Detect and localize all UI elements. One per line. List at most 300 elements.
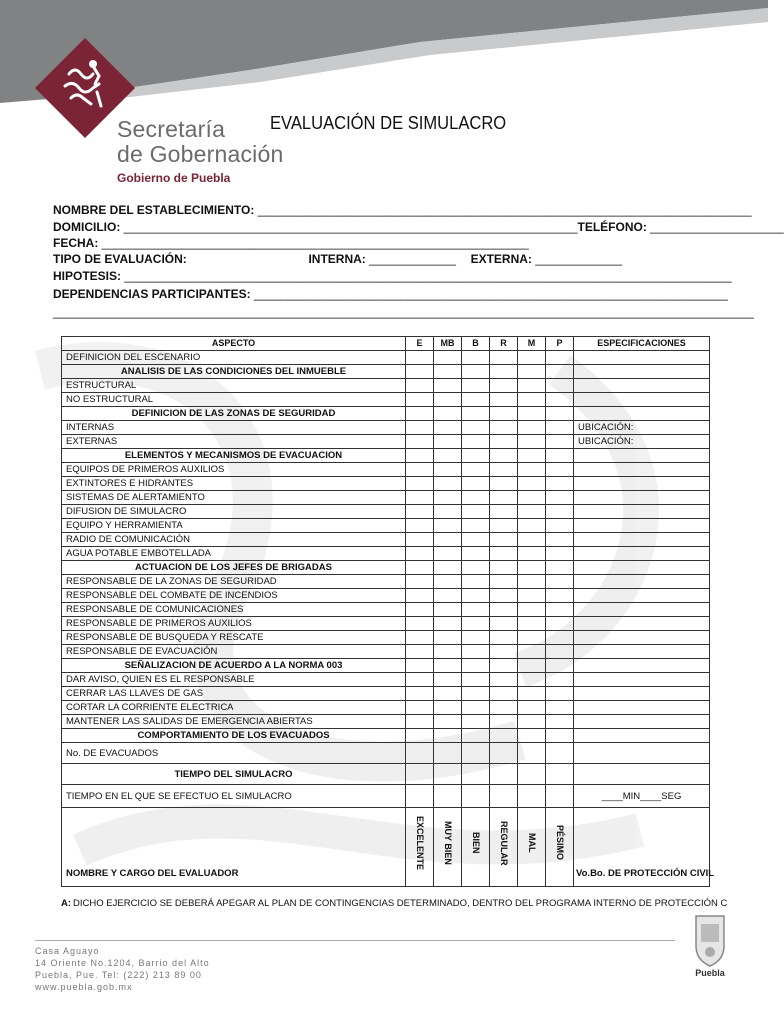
rating-cell[interactable] xyxy=(406,365,434,379)
rating-cell[interactable] xyxy=(546,589,574,603)
rating-row xyxy=(62,808,710,887)
spec-cell[interactable] xyxy=(574,365,710,379)
rating-cell[interactable] xyxy=(490,449,518,463)
rating-cell[interactable] xyxy=(546,575,574,589)
aspect-cell: CERRAR LAS LLAVES DE GAS xyxy=(62,687,406,701)
rating-cell[interactable] xyxy=(490,631,518,645)
spec-cell[interactable] xyxy=(574,743,710,764)
spec-cell[interactable] xyxy=(574,505,710,519)
rating-cell[interactable] xyxy=(546,477,574,491)
hypothesis-field[interactable]: HIPOTESIS: ___________________________________________________________________________________________ xyxy=(53,269,732,283)
rating-cell[interactable] xyxy=(434,575,462,589)
rating-cell[interactable] xyxy=(490,645,518,659)
rating-cell[interactable] xyxy=(406,617,434,631)
rating-cell[interactable] xyxy=(518,764,546,785)
spec-cell[interactable] xyxy=(574,351,710,365)
rating-cell[interactable] xyxy=(406,659,434,673)
rating-cell[interactable] xyxy=(490,603,518,617)
aspect-cell: RESPONSABLE DE LA ZONAS DE SEGURIDAD xyxy=(62,575,406,589)
header-specs: ESPECIFICACIONES xyxy=(574,337,710,351)
spec-cell[interactable] xyxy=(574,589,710,603)
spec-cell[interactable] xyxy=(574,561,710,575)
rating-cell[interactable] xyxy=(462,785,490,808)
rating-cell[interactable] xyxy=(434,645,462,659)
rating-cell[interactable] xyxy=(546,631,574,645)
spec-cell[interactable] xyxy=(574,393,710,407)
rating-cell[interactable] xyxy=(518,687,546,701)
rating-cell[interactable] xyxy=(434,491,462,505)
rating-cell[interactable] xyxy=(462,519,490,533)
internal-label: INTERNA: xyxy=(308,252,366,266)
table-row xyxy=(62,645,710,659)
rating-cell[interactable] xyxy=(434,785,462,808)
rating-cell[interactable] xyxy=(406,715,434,729)
rating-cell[interactable] xyxy=(518,785,546,808)
rating-cell[interactable] xyxy=(490,701,518,715)
rating-cell[interactable] xyxy=(546,533,574,547)
table-row xyxy=(62,701,710,715)
rating-cell[interactable] xyxy=(406,519,434,533)
rating-cell[interactable] xyxy=(490,533,518,547)
rating-cell[interactable] xyxy=(546,743,574,764)
rating-cell[interactable] xyxy=(518,701,546,715)
spec-cell[interactable] xyxy=(574,379,710,393)
rating-cell[interactable] xyxy=(462,505,490,519)
rating-cell[interactable] xyxy=(518,519,546,533)
rating-cell[interactable] xyxy=(546,421,574,435)
rating-cell[interactable] xyxy=(490,785,518,808)
rating-cell[interactable] xyxy=(406,379,434,393)
rating-cell[interactable] xyxy=(490,435,518,449)
establishment-label: NOMBRE DEL ESTABLECIMIENTO: xyxy=(53,203,255,217)
rating-cell[interactable] xyxy=(462,617,490,631)
rating-cell[interactable] xyxy=(462,715,490,729)
rating-cell[interactable] xyxy=(462,659,490,673)
org-name-line2: de Gobernación xyxy=(117,141,284,167)
table-row xyxy=(62,743,710,764)
rating-cell[interactable] xyxy=(546,617,574,631)
rating-cell[interactable] xyxy=(490,407,518,421)
rating-cell[interactable] xyxy=(490,589,518,603)
section-row xyxy=(62,365,710,379)
aspect-cell: No. DE EVACUADOS xyxy=(62,743,406,764)
rating-cell[interactable] xyxy=(406,491,434,505)
rating-cell[interactable] xyxy=(462,764,490,785)
rating-bad: MAL xyxy=(518,808,546,887)
rating-cell[interactable] xyxy=(490,659,518,673)
rating-cell[interactable] xyxy=(434,589,462,603)
table-row xyxy=(62,785,710,808)
spec-cell[interactable] xyxy=(574,449,710,463)
evaluation-table xyxy=(61,336,715,887)
rating-cell[interactable] xyxy=(546,659,574,673)
section-row xyxy=(62,407,710,421)
table-row xyxy=(62,673,710,687)
agencies-field[interactable]: DEPENDENCIAS PARTICIPANTES: _______________________________________________________________________ xyxy=(53,287,728,301)
rating-cell[interactable] xyxy=(490,421,518,435)
page-title: EVALUACIÓN DE SIMULACRO xyxy=(270,113,507,133)
rating-cell[interactable] xyxy=(434,743,462,764)
rating-cell[interactable] xyxy=(546,673,574,687)
rating-cell[interactable] xyxy=(462,533,490,547)
rating-cell[interactable] xyxy=(406,561,434,575)
date-label: FECHA: xyxy=(53,236,99,250)
rating-cell[interactable] xyxy=(406,421,434,435)
aspect-cell: AGUA POTABLE EMBOTELLADA xyxy=(62,547,406,561)
spec-cell[interactable] xyxy=(574,645,710,659)
spec-cell[interactable] xyxy=(574,491,710,505)
rating-cell[interactable] xyxy=(462,449,490,463)
rating-cell[interactable] xyxy=(462,729,490,743)
rating-cell[interactable] xyxy=(406,449,434,463)
rating-cell[interactable] xyxy=(546,463,574,477)
header-aspect: ASPECTO xyxy=(62,337,406,351)
rating-cell[interactable] xyxy=(518,351,546,365)
table-row xyxy=(62,617,710,631)
table-row xyxy=(62,463,710,477)
footer-line2: 14 Oriente No.1204, Barrio del Alto xyxy=(35,958,210,968)
rating-cell[interactable] xyxy=(462,351,490,365)
agencies-label: DEPENDENCIAS PARTICIPANTES: xyxy=(53,287,251,301)
spec-cell[interactable] xyxy=(574,687,710,701)
rating-terrible: PÉSIMO xyxy=(546,808,574,887)
rating-cell[interactable] xyxy=(434,435,462,449)
rating-cell[interactable] xyxy=(462,603,490,617)
eval-type-field[interactable]: TIPO DE EVALUACIÓN: INTERNA: _____________ EXTERNA: _____________ xyxy=(53,252,623,266)
rating-cell[interactable] xyxy=(434,729,462,743)
table-row xyxy=(62,715,710,729)
rating-cell[interactable] xyxy=(546,351,574,365)
rating-cell[interactable] xyxy=(462,589,490,603)
rating-cell[interactable] xyxy=(490,673,518,687)
section-title: ACTUACION DE LOS JEFES DE BRIGADAS xyxy=(62,561,406,575)
table-row xyxy=(62,421,710,435)
rating-cell[interactable] xyxy=(462,547,490,561)
rating-cell[interactable] xyxy=(490,547,518,561)
address-field[interactable]: DOMICILIO: ____________________________________________________________________TELÉFONO: ____________________ xyxy=(53,220,784,234)
rating-cell[interactable] xyxy=(546,785,574,808)
table-row xyxy=(62,687,710,701)
table-row xyxy=(62,491,710,505)
aspect-cell: NO ESTRUCTURAL xyxy=(62,393,406,407)
spec-cell[interactable]: UBICACIÓN: xyxy=(574,435,710,449)
rating-cell[interactable] xyxy=(518,463,546,477)
aspect-cell: RESPONSABLE DE EVACUACIÓN xyxy=(62,645,406,659)
rating-cell[interactable] xyxy=(490,575,518,589)
rating-cell[interactable] xyxy=(406,393,434,407)
table-body xyxy=(62,351,710,808)
footer-divider xyxy=(35,940,675,941)
rating-cell[interactable] xyxy=(490,687,518,701)
rating-cell[interactable] xyxy=(434,659,462,673)
aspect-cell: RADIO DE COMUNICACIÓN xyxy=(62,533,406,547)
rating-cell[interactable] xyxy=(462,365,490,379)
rating-cell[interactable] xyxy=(406,547,434,561)
rating-cell[interactable] xyxy=(462,575,490,589)
rating-cell[interactable] xyxy=(490,379,518,393)
rating-cell[interactable] xyxy=(518,617,546,631)
spec-cell[interactable] xyxy=(574,715,710,729)
rating-cell[interactable] xyxy=(490,463,518,477)
header-mb: MB xyxy=(434,337,462,351)
rating-cell[interactable] xyxy=(518,435,546,449)
rating-cell[interactable] xyxy=(462,477,490,491)
aspect-cell: DAR AVISO, QUIEN ES EL RESPONSABLE xyxy=(62,673,406,687)
section-row xyxy=(62,729,710,743)
rating-cell[interactable] xyxy=(546,715,574,729)
rating-cell[interactable] xyxy=(518,421,546,435)
rating-cell[interactable] xyxy=(518,631,546,645)
spec-cell[interactable] xyxy=(574,701,710,715)
spec-cell[interactable] xyxy=(574,477,710,491)
section-title: TIEMPO DEL SIMULACRO xyxy=(62,764,406,785)
rating-cell[interactable] xyxy=(434,533,462,547)
rating-cell[interactable] xyxy=(406,687,434,701)
rating-cell[interactable] xyxy=(434,561,462,575)
rating-cell[interactable] xyxy=(462,743,490,764)
table-row xyxy=(62,575,710,589)
rating-cell[interactable] xyxy=(490,365,518,379)
rating-cell[interactable] xyxy=(546,603,574,617)
rating-cell[interactable] xyxy=(406,463,434,477)
rating-cell[interactable] xyxy=(490,477,518,491)
aspect-cell: SISTEMAS DE ALERTAMIENTO xyxy=(62,491,406,505)
rating-cell[interactable] xyxy=(406,407,434,421)
rating-cell[interactable] xyxy=(518,743,546,764)
rating-cell[interactable] xyxy=(546,505,574,519)
rating-cell[interactable] xyxy=(546,729,574,743)
rating-cell[interactable] xyxy=(406,631,434,645)
rating-cell[interactable] xyxy=(434,365,462,379)
spec-cell[interactable]: ____MIN____SEG xyxy=(574,785,710,808)
rating-cell[interactable] xyxy=(434,687,462,701)
external-label: EXTERNA: xyxy=(470,252,532,266)
footnote-prefix: A: xyxy=(61,898,72,909)
rating-cell[interactable] xyxy=(546,547,574,561)
rating-cell[interactable] xyxy=(490,561,518,575)
header-p: P xyxy=(546,337,574,351)
aspect-cell: EQUIPO Y HERRAMIENTA xyxy=(62,519,406,533)
rating-cell[interactable] xyxy=(518,393,546,407)
rating-cell[interactable] xyxy=(546,701,574,715)
rating-cell[interactable] xyxy=(462,393,490,407)
rating-cell[interactable] xyxy=(518,589,546,603)
rating-cell[interactable] xyxy=(406,575,434,589)
rating-cell[interactable] xyxy=(490,729,518,743)
aspect-cell: RESPONSABLE DE COMUNICACIONES xyxy=(62,603,406,617)
establishment-field[interactable]: NOMBRE DEL ESTABLECIMIENTO: __________________________________________________________________________ xyxy=(53,203,752,217)
state-seal-icon xyxy=(690,912,730,968)
header-b: B xyxy=(462,337,490,351)
table-row xyxy=(62,547,710,561)
rating-cell[interactable] xyxy=(462,463,490,477)
rating-cell[interactable] xyxy=(434,505,462,519)
rating-cell[interactable] xyxy=(406,729,434,743)
rating-cell[interactable] xyxy=(546,407,574,421)
rating-cell[interactable] xyxy=(518,505,546,519)
rating-cell[interactable] xyxy=(518,449,546,463)
rating-cell[interactable] xyxy=(546,491,574,505)
rating-cell[interactable] xyxy=(406,764,434,785)
rating-cell[interactable] xyxy=(546,435,574,449)
rating-cell[interactable] xyxy=(462,561,490,575)
rating-cell[interactable] xyxy=(490,393,518,407)
address-label: DOMICILIO: xyxy=(53,220,121,234)
rating-cell[interactable] xyxy=(518,659,546,673)
spec-cell[interactable] xyxy=(574,631,710,645)
rating-very-good: MUY BIEN xyxy=(434,808,462,887)
rating-cell[interactable] xyxy=(490,351,518,365)
rating-cell[interactable] xyxy=(434,463,462,477)
rating-cell[interactable] xyxy=(434,393,462,407)
rating-cell[interactable] xyxy=(462,701,490,715)
aspect-cell: RESPONSABLE DEL COMBATE DE INCENDIOS xyxy=(62,589,406,603)
rating-cell[interactable] xyxy=(462,631,490,645)
rating-cell[interactable] xyxy=(406,533,434,547)
rating-cell[interactable] xyxy=(406,351,434,365)
rating-cell[interactable] xyxy=(434,617,462,631)
spec-cell[interactable] xyxy=(574,463,710,477)
rating-cell[interactable] xyxy=(406,435,434,449)
rating-cell[interactable] xyxy=(546,379,574,393)
section-row xyxy=(62,764,710,785)
approval-label: Vo.Bo. DE PROTECCIÓN CIVIL xyxy=(574,808,710,887)
rating-cell[interactable] xyxy=(518,365,546,379)
section-row xyxy=(62,449,710,463)
spec-cell[interactable]: UBICACIÓN: xyxy=(574,421,710,435)
rating-cell[interactable] xyxy=(406,645,434,659)
rating-cell[interactable] xyxy=(546,449,574,463)
rating-cell[interactable] xyxy=(462,435,490,449)
section-title: COMPORTAMIENTO DE LOS EVACUADOS xyxy=(62,729,406,743)
rating-cell[interactable] xyxy=(406,505,434,519)
rating-cell[interactable] xyxy=(490,617,518,631)
org-name-line1: Secretaría xyxy=(117,116,226,142)
rating-cell[interactable] xyxy=(518,407,546,421)
section-title: DEFINICION DE LAS ZONAS DE SEGURIDAD xyxy=(62,407,406,421)
rating-cell[interactable] xyxy=(518,673,546,687)
rating-cell[interactable] xyxy=(434,547,462,561)
aspect-cell: DIFUSION DE SIMULACRO xyxy=(62,505,406,519)
rating-cell[interactable] xyxy=(490,491,518,505)
aspect-cell: EXTERNAS xyxy=(62,435,406,449)
hypothesis-label: HIPOTESIS: xyxy=(53,269,122,283)
rating-cell[interactable] xyxy=(434,673,462,687)
spec-cell[interactable] xyxy=(574,547,710,561)
rating-cell[interactable] xyxy=(462,421,490,435)
table-row xyxy=(62,351,710,365)
section-title: SEÑALIZACION DE ACUERDO A LA NORMA 003 xyxy=(62,659,406,673)
rating-cell[interactable] xyxy=(462,379,490,393)
rating-cell[interactable] xyxy=(434,715,462,729)
rating-cell[interactable] xyxy=(518,575,546,589)
rating-cell[interactable] xyxy=(518,715,546,729)
agencies-field-line2[interactable]: _________________________________________________________________________________________________________ xyxy=(53,305,754,319)
rating-cell[interactable] xyxy=(490,764,518,785)
rating-cell[interactable] xyxy=(518,477,546,491)
spec-cell[interactable] xyxy=(574,519,710,533)
rating-cell[interactable] xyxy=(546,645,574,659)
rating-cell[interactable] xyxy=(406,785,434,808)
rating-cell[interactable] xyxy=(434,407,462,421)
rating-cell[interactable] xyxy=(518,645,546,659)
rating-cell[interactable] xyxy=(462,673,490,687)
footnote-text: DICHO EJERCICIO SE DEBERÁ APEGAR AL PLAN DE CONTINGENCIAS DETERMINADO, DENTRO DEL PROGRAMA INTERNO DE PROTECCIÓN C xyxy=(73,898,728,909)
rating-cell[interactable] xyxy=(406,673,434,687)
rating-cell[interactable] xyxy=(434,631,462,645)
rating-cell[interactable] xyxy=(434,701,462,715)
spec-cell[interactable] xyxy=(574,729,710,743)
rating-cell[interactable] xyxy=(518,491,546,505)
rating-cell[interactable] xyxy=(434,351,462,365)
aspect-cell: RESPONSABLE DE BUSQUEDA Y RESCATE xyxy=(62,631,406,645)
rating-cell[interactable] xyxy=(406,743,434,764)
rating-cell[interactable] xyxy=(462,407,490,421)
spec-cell[interactable] xyxy=(574,533,710,547)
section-row xyxy=(62,659,710,673)
rating-cell[interactable] xyxy=(546,519,574,533)
table-row xyxy=(62,435,710,449)
date-field[interactable]: FECHA: ________________________________________________________________ xyxy=(53,236,529,250)
spec-cell[interactable] xyxy=(574,407,710,421)
table-row xyxy=(62,477,710,491)
spec-cell[interactable] xyxy=(574,764,710,785)
spec-cell[interactable] xyxy=(574,673,710,687)
rating-cell[interactable] xyxy=(490,743,518,764)
rating-cell[interactable] xyxy=(434,379,462,393)
spec-cell[interactable] xyxy=(574,659,710,673)
spec-cell[interactable] xyxy=(574,617,710,631)
rating-cell[interactable] xyxy=(434,449,462,463)
rating-cell[interactable] xyxy=(434,603,462,617)
rating-cell[interactable] xyxy=(434,764,462,785)
section-title: ELEMENTOS Y MECANISMOS DE EVACUACION xyxy=(62,449,406,463)
rating-cell[interactable] xyxy=(546,764,574,785)
rating-cell[interactable] xyxy=(462,645,490,659)
rating-cell[interactable] xyxy=(518,547,546,561)
rating-cell[interactable] xyxy=(406,701,434,715)
rating-cell[interactable] xyxy=(546,561,574,575)
rating-cell[interactable] xyxy=(518,603,546,617)
rating-cell[interactable] xyxy=(434,519,462,533)
rating-cell[interactable] xyxy=(406,477,434,491)
rating-cell[interactable] xyxy=(518,561,546,575)
rating-cell[interactable] xyxy=(462,491,490,505)
table-row xyxy=(62,519,710,533)
rating-cell[interactable] xyxy=(490,715,518,729)
aspect-cell: EXTINTORES E HIDRANTES xyxy=(62,477,406,491)
table-header-row xyxy=(62,337,710,351)
aspect-cell: EQUIPOS DE PRIMEROS AUXILIOS xyxy=(62,463,406,477)
rating-cell[interactable] xyxy=(462,687,490,701)
rating-cell[interactable] xyxy=(518,379,546,393)
spec-cell[interactable] xyxy=(574,603,710,617)
rating-cell[interactable] xyxy=(434,477,462,491)
seal-label: Puebla xyxy=(695,968,725,978)
rating-cell[interactable] xyxy=(490,505,518,519)
rating-cell[interactable] xyxy=(406,603,434,617)
rating-cell[interactable] xyxy=(406,589,434,603)
rating-cell[interactable] xyxy=(434,421,462,435)
rating-cell[interactable] xyxy=(546,393,574,407)
rating-cell[interactable] xyxy=(546,687,574,701)
rating-cell[interactable] xyxy=(518,729,546,743)
table-row xyxy=(62,533,710,547)
rating-cell[interactable] xyxy=(518,533,546,547)
rating-cell[interactable] xyxy=(546,365,574,379)
rating-cell[interactable] xyxy=(490,519,518,533)
spec-cell[interactable] xyxy=(574,575,710,589)
